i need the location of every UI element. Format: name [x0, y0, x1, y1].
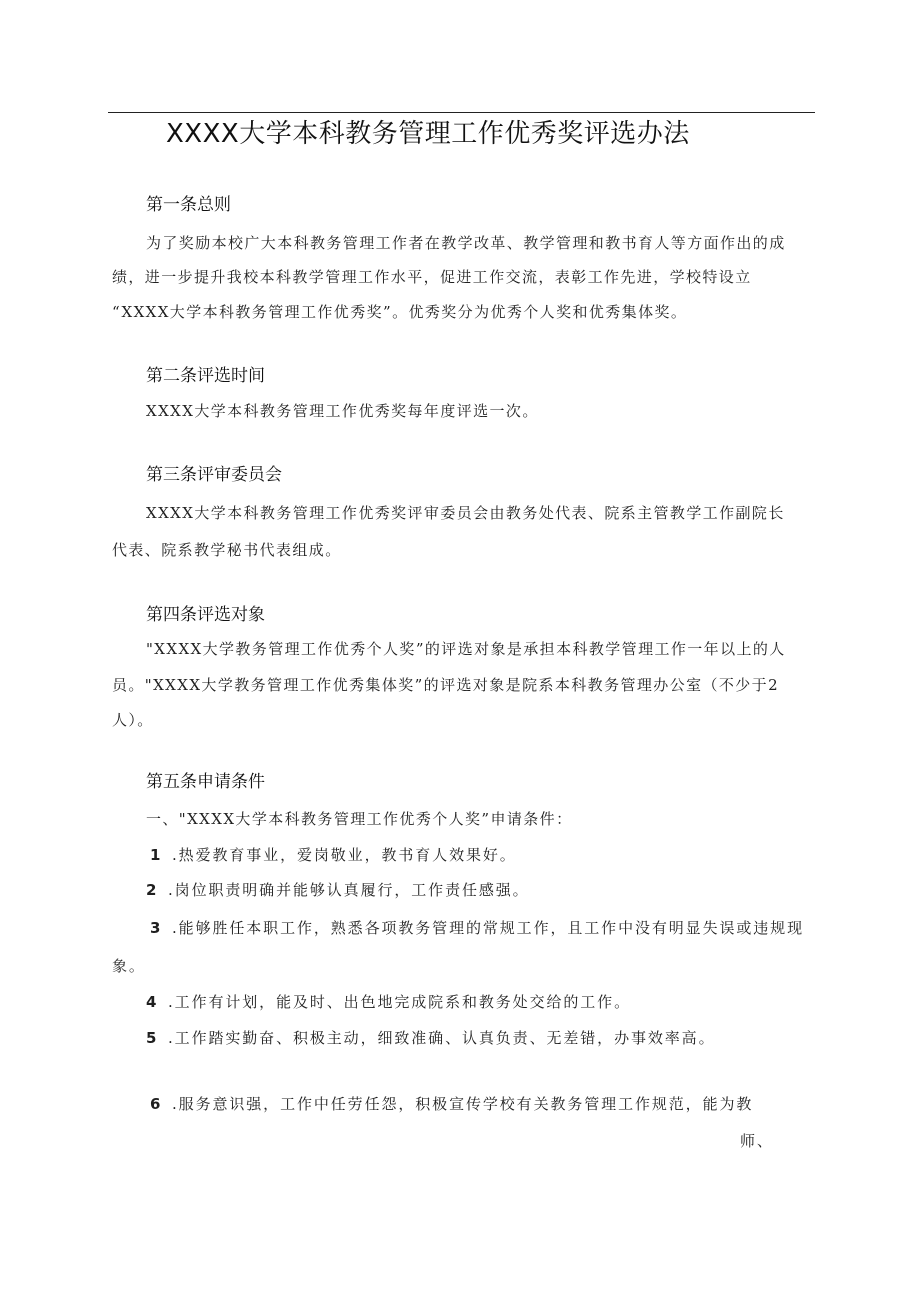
- list-item: [146, 1027, 715, 1049]
- section-heading: 第三条评审委员会: [146, 465, 282, 485]
- list-item: [150, 917, 804, 939]
- list-item: [150, 844, 517, 866]
- list-item-text: .工作有计划，能及时、出色地完成院系和教务处交给的工作。: [168, 993, 631, 1011]
- list-item: [146, 879, 530, 901]
- list-item-continuation: 师、: [740, 1132, 774, 1150]
- paragraph-line: 绩，进一步提升我校本科教学管理工作水平，促进工作交流，表彰工作先进，学校特设立: [112, 268, 752, 286]
- conditions-intro: 一、"XXXX大学本科教务管理工作优秀个人奖”申请条件：: [146, 810, 573, 828]
- section-heading: 第一条总则: [146, 195, 231, 215]
- paragraph-line: “XXXX大学本科教务管理工作优秀奖”。优秀奖分为优秀个人奖和优秀集体奖。: [112, 303, 688, 321]
- list-item-number: 2: [146, 881, 159, 899]
- paragraph-line: 人）。: [112, 711, 154, 729]
- paragraph-line: "XXXX大学教务管理工作优秀个人奖”的评选对象是承担本科教学管理工作一年以上的人: [146, 640, 786, 658]
- paragraph-line: 为了奖励本校广大本科教务管理工作者在教学改革、教学管理和教书育人等方面作出的成: [146, 234, 786, 252]
- list-item: [150, 1093, 753, 1115]
- paragraph-line: 代表、院系教学秘书代表组成。: [112, 541, 342, 559]
- list-item-text: .能够胜任本职工作，熟悉各项教务管理的常规工作，且工作中没有明显失误或违规现: [172, 919, 804, 937]
- list-item-number: 4: [146, 993, 159, 1011]
- list-item-text: .热爱教育事业，爱岗敬业，教书育人效果好。: [172, 846, 517, 864]
- list-item: [146, 991, 631, 1013]
- list-item-number: 5: [146, 1029, 159, 1047]
- paragraph-line: XXXX大学本科教务管理工作优秀奖每年度评选一次。: [146, 402, 539, 420]
- list-item-text: .工作踏实勤奋、积极主动，细致准确、认真负责、无差错，办事效率高。: [168, 1029, 716, 1047]
- document-title: XXXX大学本科教务管理工作优秀奖评选办法: [166, 119, 690, 149]
- list-item-text: .服务意识强，工作中任劳任怨，积极宣传学校有关教务管理工作规范，能为教: [172, 1095, 754, 1113]
- paragraph-line: 员。"XXXX大学教务管理工作优秀集体奖”的评选对象是院系本科教务管理办公室（不少于2: [112, 676, 780, 694]
- paragraph-line: XXXX大学本科教务管理工作优秀奖评审委员会由教务处代表、院系主管教学工作副院长: [146, 504, 785, 522]
- section-heading: 第四条评选对象: [146, 605, 265, 625]
- list-item-continuation: 象。: [112, 957, 146, 975]
- section-heading: 第二条评选时间: [146, 366, 265, 386]
- list-item-text: .岗位职责明确并能够认真履行，工作责任感强。: [168, 881, 530, 899]
- list-item-number: 1: [150, 846, 163, 864]
- list-item-number: 6: [150, 1095, 163, 1113]
- header-rule: [108, 112, 815, 113]
- section-heading: 第五条申请条件: [146, 772, 265, 792]
- list-item-number: 3: [150, 919, 163, 937]
